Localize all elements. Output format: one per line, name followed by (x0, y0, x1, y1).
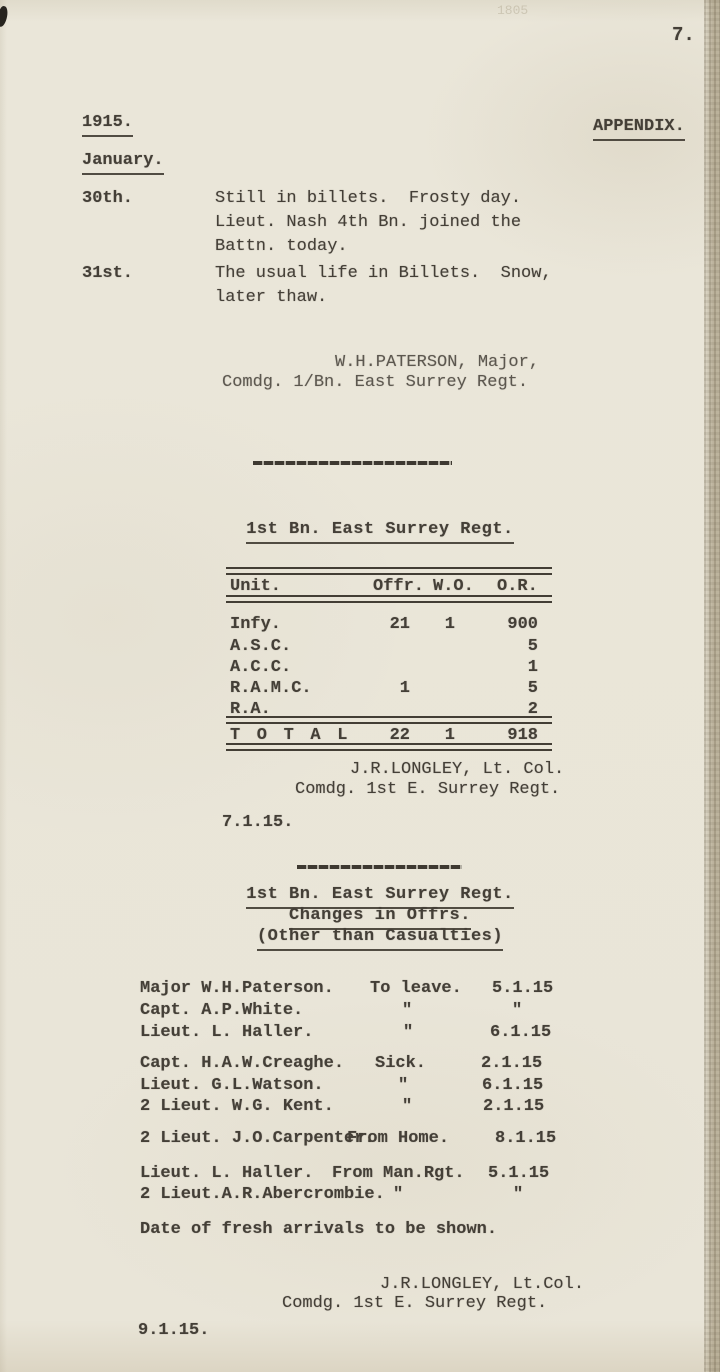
change-date: 2.1.15 (481, 1054, 543, 1073)
change-reason: From Home. (347, 1129, 450, 1148)
change-date: " (513, 1185, 524, 1204)
change-date: 5.1.15 (488, 1164, 550, 1183)
unit-cell: A.S.C. (230, 637, 292, 656)
or-cell: 5 (527, 637, 538, 656)
officer-name: 2 Lieut.A.R.Abercrombie. (140, 1185, 385, 1204)
total-offr: 22 (389, 726, 410, 745)
signature-name: J.R.LONGLEY, Lt. Col. (350, 760, 565, 779)
page-number: 7. (672, 24, 695, 46)
changes-heading-wrap (230, 884, 530, 947)
officer-name: Capt. A.P.White. (140, 1001, 304, 1020)
or-cell: 900 (507, 615, 538, 634)
officer-change-row (0, 1128, 720, 1150)
signature-name: W.H.PATERSON, Major, (335, 353, 540, 372)
officer-change-row (0, 978, 720, 1000)
strength-table-title: 1st Bn. East Surrey Regt. (246, 519, 514, 544)
table-rule-above-total (226, 716, 552, 724)
officer-name: 2 Lieut. J.O.Carpenter. (140, 1129, 375, 1148)
table-row (0, 657, 720, 679)
officer-change-row (0, 1075, 720, 1097)
change-reason: " (402, 1097, 413, 1116)
change-date: " (512, 1001, 523, 1020)
total-label: T O T A L (230, 726, 351, 745)
change-reason: " (403, 1023, 414, 1042)
changes-title-3: (Other than Casualties) (257, 926, 503, 951)
change-date: 2.1.15 (483, 1097, 545, 1116)
wo-cell: 1 (444, 615, 455, 634)
officer-change-row (0, 1000, 720, 1022)
officer-name: Capt. H.A.W.Creaghe. (140, 1054, 345, 1073)
diary-line: The usual life in Billets. Snow, (215, 264, 552, 283)
officer-name: Lieut. G.L.Watson. (140, 1076, 324, 1095)
officer-change-row (0, 1184, 720, 1206)
change-date: 6.1.15 (490, 1023, 552, 1042)
change-reason: " (398, 1076, 409, 1095)
or-cell: 2 (527, 700, 538, 719)
table-row (0, 678, 720, 700)
change-date: 8.1.15 (495, 1129, 557, 1148)
column-header-wo: W.O. (433, 577, 474, 596)
table-rule-bottom (226, 743, 552, 751)
or-cell: 5 (527, 679, 538, 698)
officer-change-row (0, 1022, 720, 1044)
change-reason: From Man.Rgt. (332, 1164, 465, 1183)
strength-table-title-wrap (230, 519, 530, 544)
column-header-unit: Unit. (230, 577, 282, 596)
change-reason: Sick. (375, 1054, 427, 1073)
change-reason: " (402, 1001, 413, 1020)
table-rule-top (226, 567, 552, 575)
change-reason: To leave. (370, 979, 462, 998)
heading-line (230, 884, 530, 905)
month-heading: January. (82, 150, 164, 175)
note-line: Date of fresh arrivals to be shown. (140, 1220, 498, 1239)
officer-name: Lieut. L. Haller. (140, 1023, 314, 1042)
offr-cell: 21 (389, 615, 410, 634)
officer-change-row (0, 1053, 720, 1075)
change-date: 5.1.15 (492, 979, 554, 998)
offr-cell: 1 (399, 679, 410, 698)
signature-role: Comdg. 1/Bn. East Surrey Regt. (222, 373, 529, 392)
year-heading: 1915. (82, 112, 133, 137)
officer-change-row (0, 1163, 720, 1185)
total-wo: 1 (444, 726, 455, 745)
diary-day-label: 31st. (82, 264, 134, 283)
column-header-or: O.R. (497, 577, 538, 596)
table-rule-under-header (226, 595, 552, 603)
table-row (0, 614, 720, 636)
unit-cell: R.A. (230, 700, 271, 719)
unit-cell: Infy. (230, 615, 282, 634)
change-date: 6.1.15 (482, 1076, 544, 1095)
change-reason: " (393, 1185, 404, 1204)
signature-date: 9.1.15. (138, 1321, 210, 1340)
officer-name: Major W.H.Paterson. (140, 979, 334, 998)
signature-date: 7.1.15. (222, 813, 294, 832)
diary-line: Battn. today. (215, 237, 348, 256)
or-cell: 1 (527, 658, 538, 677)
section-divider (253, 461, 452, 465)
column-header-offr: Offr. (373, 577, 425, 596)
diary-line: Lieut. Nash 4th Bn. joined the (215, 213, 522, 232)
officer-name: 2 Lieut. W.G. Kent. (140, 1097, 334, 1116)
officer-name: Lieut. L. Haller. (140, 1164, 314, 1183)
signature-name: J.R.LONGLEY, Lt.Col. (380, 1275, 585, 1294)
faint-stamp: 1805 (497, 3, 529, 18)
diary-day-label: 30th. (82, 189, 134, 208)
section-divider (297, 865, 462, 869)
signature-role: Comdg. 1st E. Surrey Regt. (282, 1294, 548, 1313)
appendix-heading: APPENDIX. (593, 116, 685, 141)
signature-role: Comdg. 1st E. Surrey Regt. (295, 780, 561, 799)
table-row (0, 636, 720, 658)
officer-change-row (0, 1096, 720, 1118)
unit-cell: R.A.M.C. (230, 679, 312, 698)
diary-line: Still in billets. Frosty day. (215, 189, 522, 208)
scan-artifact-mark (0, 5, 9, 27)
changes-title-1: 1st Bn. East Surrey Regt. (246, 884, 514, 909)
unit-cell: A.C.C. (230, 658, 292, 677)
diary-line: later thaw. (215, 288, 328, 307)
total-or: 918 (507, 726, 538, 745)
heading-line (230, 926, 530, 947)
changes-title-2: Changes in Offrs. (289, 905, 471, 930)
